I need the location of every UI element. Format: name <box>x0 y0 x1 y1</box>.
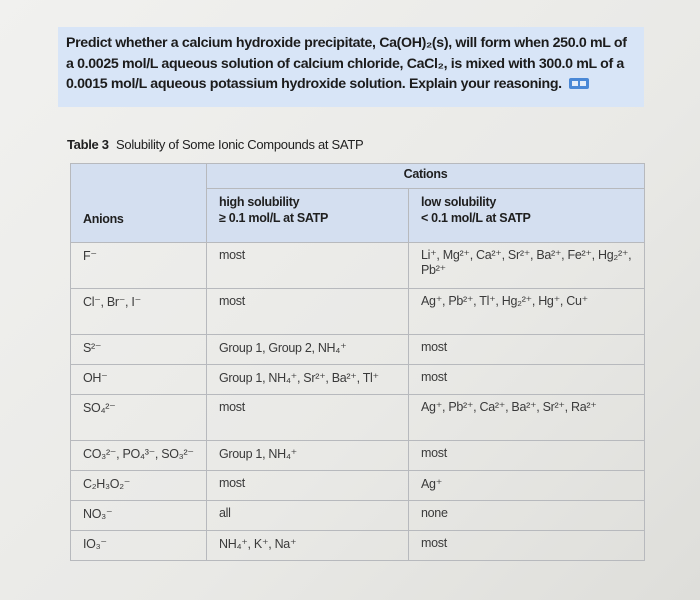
table-row <box>71 242 645 288</box>
high-solubility-header <box>207 189 409 243</box>
header-blank-cell <box>71 164 207 189</box>
table-row <box>71 500 645 530</box>
anion-cell: CO₃²⁻, PO₄³⁻, SO₃²⁻ <box>71 440 207 470</box>
high-solubility-cell: most <box>207 470 409 500</box>
high-solubility-cell: most <box>207 242 409 288</box>
cations-header: Cations <box>207 164 645 189</box>
table-row <box>71 470 645 500</box>
high-solubility-cell: NH₄⁺, K⁺, Na⁺ <box>207 530 409 560</box>
table-row <box>71 288 645 334</box>
low-solubility-text: Ag⁺, Pb²⁺, Ca²⁺, Ba²⁺, Sr²⁺, Ra²⁺ <box>421 399 597 414</box>
anion-cell: S²⁻ <box>71 334 207 364</box>
low-solubility-cell <box>409 288 645 334</box>
high-solubility-cell: most <box>207 288 409 334</box>
anion-cell: SO₄²⁻ <box>71 394 207 440</box>
table-subheader-row <box>71 189 645 243</box>
anion-cell: F⁻ <box>71 242 207 288</box>
low-solubility-cell <box>409 242 645 288</box>
low-solubility-cell: most <box>409 440 645 470</box>
anion-cell: IO₃⁻ <box>71 530 207 560</box>
low-solubility-cell: Ag⁺ <box>409 470 645 500</box>
high-solubility-cell: Group 1, NH₄⁺ <box>207 440 409 470</box>
high-solubility-cell: most <box>207 394 409 440</box>
low-solubility-title: low solubility <box>421 195 496 209</box>
high-solubility-threshold: ≥ 0.1 mol/L at SATP <box>219 211 329 225</box>
low-solubility-cell: most <box>409 334 645 364</box>
low-solubility-cell <box>409 394 645 440</box>
solubility-table <box>70 163 645 561</box>
reference-icon[interactable] <box>569 78 589 89</box>
low-solubility-cell: none <box>409 500 645 530</box>
anion-cell: OH⁻ <box>71 364 207 394</box>
high-solubility-cell: all <box>207 500 409 530</box>
table-row <box>71 394 645 440</box>
anion-cell: Cl⁻, Br⁻, I⁻ <box>71 288 207 334</box>
table-header-row <box>71 164 645 189</box>
anion-cell: C₂H₃O₂⁻ <box>71 470 207 500</box>
high-solubility-title: high solubility <box>219 195 300 209</box>
table-row <box>71 334 645 364</box>
high-solubility-cell: Group 1, Group 2, NH₄⁺ <box>207 334 409 364</box>
table-caption: Solubility of Some Ionic Compounds at SATP <box>116 137 364 152</box>
table-row <box>71 440 645 470</box>
high-solubility-cell: Group 1, NH₄⁺, Sr²⁺, Ba²⁺, Tl⁺ <box>207 364 409 394</box>
question-box <box>58 27 644 107</box>
anions-header: Anions <box>71 189 207 243</box>
question-text: Predict whether a calcium hydroxide precipitate, Ca(OH)₂(s), will form when 250.0 mL of a 0.0025 mol/L aqueous solution of calcium chloride, CaCl₂, is mixed with 300.0 mL of a 0.0015 mol/L aqueous potassium hydroxide solution. Explain your reasoning. <box>66 35 627 92</box>
table-row <box>71 364 645 394</box>
low-solubility-text: Ag⁺, Pb²⁺, Tl⁺, Hg₂²⁺, Hg⁺, Cu⁺ <box>421 293 588 308</box>
anion-cell: NO₃⁻ <box>71 500 207 530</box>
low-solubility-cell: most <box>409 364 645 394</box>
table-title <box>67 137 363 152</box>
table-row <box>71 530 645 560</box>
low-solubility-header <box>409 189 645 243</box>
low-solubility-threshold: < 0.1 mol/L at SATP <box>421 211 531 225</box>
table-number: Table 3 <box>67 137 109 152</box>
low-solubility-text: Li⁺, Mg²⁺, Ca²⁺, Sr²⁺, Ba²⁺, Fe²⁺, Hg₂²⁺, Pb²⁺ <box>421 247 632 277</box>
low-solubility-cell: most <box>409 530 645 560</box>
